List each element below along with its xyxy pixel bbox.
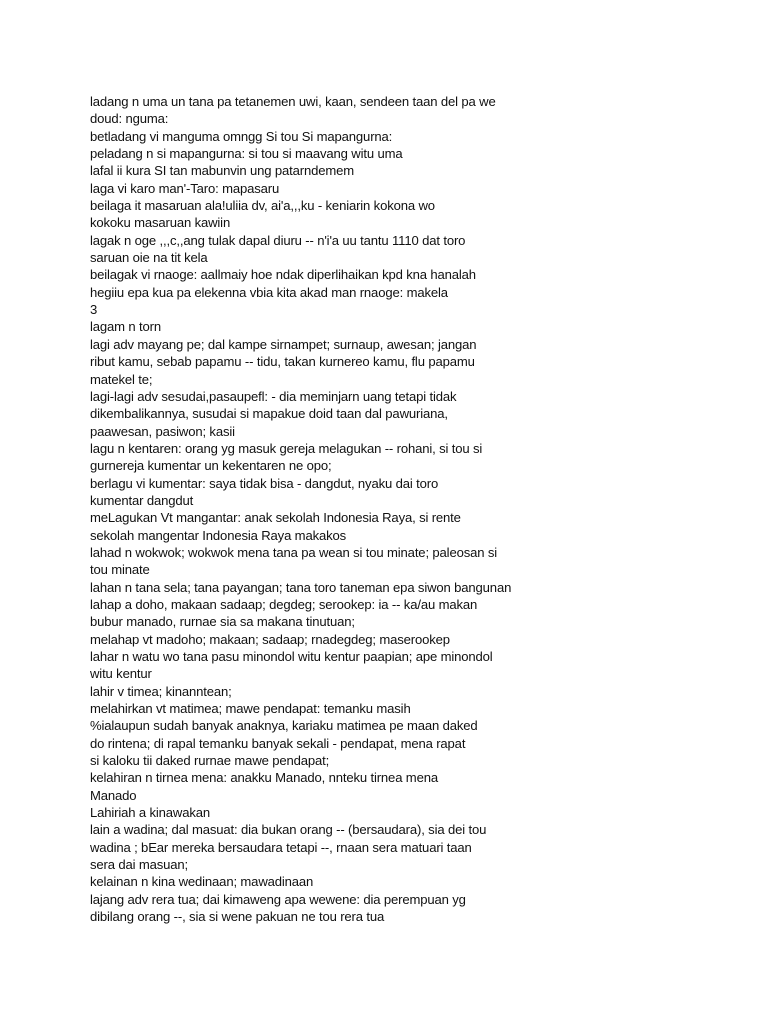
text-line: saruan oie na tit kela (90, 250, 208, 266)
text-line: berlagu vi kumentar: saya tidak bisa - dangdut, nyaku dai toro (90, 475, 439, 491)
text-line: ladang n uma un tana pa tetanemen uwi, kaan, sendeen taan del pa we (90, 94, 496, 109)
text-line: lagam n torn (90, 319, 161, 335)
text-line: melahap vt madoho; makaan; sadaap; rnadegdeg; maserookep (90, 631, 450, 647)
text-line: lajang adv rera tua; dai kimaweng apa wewene: dia perempuan yg (90, 891, 466, 907)
text-line: si kaloku tii daked rurnae mawe pendapat; (90, 753, 330, 769)
text-line: doud: nguma: (90, 111, 169, 127)
text-line: Manado (90, 787, 137, 803)
text-line: lahan n tana sela; tana payangan; tana toro taneman epa siwon bangunan (90, 579, 512, 595)
text-line: beilagak vi rnaoge: aallmaiy hoe ndak diperlihaikan kpd kna hanalah (90, 267, 476, 283)
text-line: peladang n si mapangurna: si tou si maavang witu uma (90, 146, 403, 162)
text-line: lagi adv mayang pe; dal kampe sirnampet; surnaup, awesan; jangan (90, 336, 477, 352)
text-line: melahirkan vt matimea; mawe pendapat: temanku masih (90, 701, 411, 717)
text-line: gurnereja kumentar un kekentaren ne opo; (90, 458, 332, 474)
text-line: lagi-lagi adv sesudai,pasaupefl: - dia meminjarn uang tetapi tidak (90, 388, 457, 404)
text-line: sekolah mangentar Indonesia Raya makakos (90, 527, 347, 543)
text-line: laga vi karo man'-Taro: mapasaru (90, 180, 280, 196)
text-line: paawesan, pasiwon; kasii (90, 423, 235, 439)
text-line: meLagukan Vt mangantar: anak sekolah Indonesia Raya, si rente (90, 510, 461, 526)
text-line: lahir v timea; kinanntean; (90, 683, 232, 699)
text-line: wadina ; bEar mereka bersaudara tetapi --, rnaan sera matuari taan (90, 839, 472, 855)
text-line: kelahiran n tirnea mena: anakku Manado, nnteku tirnea mena (90, 770, 438, 786)
text-line: sera dai masuan; (90, 857, 189, 873)
text-line: bubur manado, rurnae sia sa makana tinutuan; (90, 614, 355, 630)
text-line: lagak n oge ,,,c,,ang tulak dapal diuru -- n'i'a uu tantu 1110 dat toro (90, 232, 466, 248)
text-line: 3 (90, 302, 98, 318)
text-line: lahap a doho, makaan sadaap; degdeg; serookep: ia -- ka/au makan (90, 596, 478, 612)
text-line: lagu n kentaren: orang yg masuk gereja melagukan -- rohani, si tou si (90, 440, 483, 456)
text-line: dibilang orang --, sia si wene pakuan ne tou rera tua (90, 909, 385, 925)
text-line: Lahiriah a kinawakan (90, 805, 211, 821)
document-body (90, 93, 730, 926)
text-line: lahar n watu wo tana pasu minondol witu kentur paapian; ape minondol (90, 649, 493, 664)
text-line: kumentar dangdut (90, 492, 194, 508)
text-line: do rintena; di rapal temanku banyak sekali - pendapat, mena rapat (90, 735, 466, 751)
text-line: kelainan n kina wedinaan; mawadinaan (90, 874, 314, 890)
text-line: tou minate (90, 562, 150, 578)
text-line: dikembalikannya, susudai si mapakue doid taan dal pawuriana, (90, 406, 448, 422)
text-line: ribut kamu, sebab papamu -- tidu, takan kurnereo kamu, flu papamu (90, 354, 475, 370)
text-line: lain a wadina; dal masuat: dia bukan orang -- (bersaudara), sia dei tou (90, 822, 487, 838)
text-line: lahad n wokwok; wokwok mena tana pa wean si tou minate; paleosan si (90, 544, 498, 560)
text-line: kokoku masaruan kawiin (90, 215, 231, 231)
text-line: %ialaupun sudah banyak anaknya, kariaku matimea pe maan daked (90, 718, 478, 734)
text-line: hegiiu epa kua pa elekenna vbia kita akad man rnaoge: makela (90, 284, 448, 300)
text-line: matekel te; (90, 371, 153, 387)
text-line: witu kentur (90, 666, 152, 682)
text-line: betladang vi manguma omngg Si tou Si mapangurna: (90, 128, 393, 144)
text-line: lafal ii kura SI tan mabunvin ung patarndemem (90, 163, 355, 179)
text-line: beilaga it masaruan ala!uliia dv, ai'a,,,ku - keniarin kokona wo (90, 198, 435, 214)
